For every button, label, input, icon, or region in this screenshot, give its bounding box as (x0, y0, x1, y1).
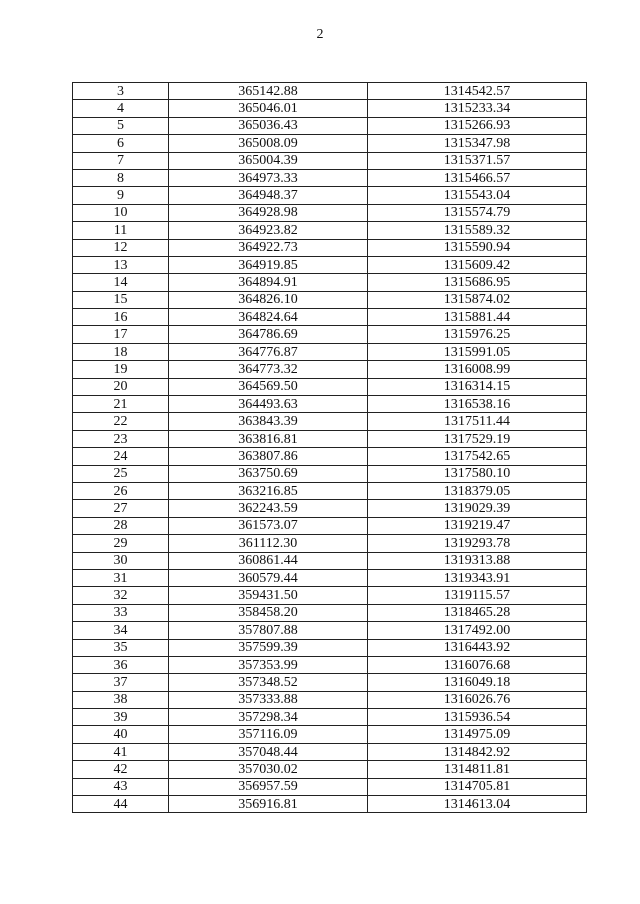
x-coordinate-cell: 359431.50 (169, 587, 368, 604)
x-coordinate-cell: 364919.85 (169, 256, 368, 273)
x-coordinate-cell: 364773.32 (169, 361, 368, 378)
table-row (73, 169, 587, 186)
table-row (73, 413, 587, 430)
x-coordinate-cell: 364922.73 (169, 239, 368, 256)
y-coordinate-cell: 1315590.94 (368, 239, 587, 256)
table-row (73, 743, 587, 760)
point-number-cell: 34 (73, 622, 169, 639)
x-coordinate-cell: 363843.39 (169, 413, 368, 430)
y-coordinate-cell: 1319293.78 (368, 535, 587, 552)
point-number-cell: 7 (73, 152, 169, 169)
y-coordinate-cell: 1316049.18 (368, 674, 587, 691)
point-number-cell: 42 (73, 761, 169, 778)
y-coordinate-cell: 1316314.15 (368, 378, 587, 395)
x-coordinate-cell: 364776.87 (169, 343, 368, 360)
y-coordinate-cell: 1315574.79 (368, 204, 587, 221)
y-coordinate-cell: 1316026.76 (368, 691, 587, 708)
table-row (73, 274, 587, 291)
point-number-cell: 9 (73, 187, 169, 204)
point-number-cell: 43 (73, 778, 169, 795)
coordinates-table-body (73, 83, 587, 813)
point-number-cell: 32 (73, 587, 169, 604)
point-number-cell: 3 (73, 83, 169, 100)
point-number-cell: 12 (73, 239, 169, 256)
y-coordinate-cell: 1317542.65 (368, 448, 587, 465)
y-coordinate-cell: 1319219.47 (368, 517, 587, 534)
point-number-cell: 36 (73, 656, 169, 673)
point-number-cell: 28 (73, 517, 169, 534)
point-number-cell: 30 (73, 552, 169, 569)
y-coordinate-cell: 1315347.98 (368, 135, 587, 152)
point-number-cell: 31 (73, 569, 169, 586)
y-coordinate-cell: 1315874.02 (368, 291, 587, 308)
table-row (73, 430, 587, 447)
coordinates-table (72, 82, 587, 813)
y-coordinate-cell: 1316008.99 (368, 361, 587, 378)
point-number-cell: 4 (73, 100, 169, 117)
y-coordinate-cell: 1315466.57 (368, 169, 587, 186)
y-coordinate-cell: 1314842.92 (368, 743, 587, 760)
y-coordinate-cell: 1316443.92 (368, 639, 587, 656)
y-coordinate-cell: 1318379.05 (368, 482, 587, 499)
y-coordinate-cell: 1315266.93 (368, 117, 587, 134)
table-row (73, 535, 587, 552)
x-coordinate-cell: 364569.50 (169, 378, 368, 395)
y-coordinate-cell: 1315686.95 (368, 274, 587, 291)
table-row (73, 778, 587, 795)
point-number-cell: 24 (73, 448, 169, 465)
x-coordinate-cell: 365008.09 (169, 135, 368, 152)
x-coordinate-cell: 363816.81 (169, 430, 368, 447)
point-number-cell: 22 (73, 413, 169, 430)
x-coordinate-cell: 357298.34 (169, 709, 368, 726)
table-row (73, 569, 587, 586)
point-number-cell: 44 (73, 796, 169, 813)
table-row (73, 500, 587, 517)
point-number-cell: 15 (73, 291, 169, 308)
y-coordinate-cell: 1314705.81 (368, 778, 587, 795)
point-number-cell: 21 (73, 396, 169, 413)
x-coordinate-cell: 357333.88 (169, 691, 368, 708)
table-row (73, 361, 587, 378)
x-coordinate-cell: 365142.88 (169, 83, 368, 100)
table-row (73, 291, 587, 308)
x-coordinate-cell: 357599.39 (169, 639, 368, 656)
table-row (73, 100, 587, 117)
point-number-cell: 40 (73, 726, 169, 743)
y-coordinate-cell: 1315609.42 (368, 256, 587, 273)
point-number-cell: 11 (73, 222, 169, 239)
point-number-cell: 37 (73, 674, 169, 691)
table-row (73, 639, 587, 656)
table-row (73, 709, 587, 726)
y-coordinate-cell: 1319343.91 (368, 569, 587, 586)
y-coordinate-cell: 1315991.05 (368, 343, 587, 360)
point-number-cell: 39 (73, 709, 169, 726)
table-row (73, 517, 587, 534)
y-coordinate-cell: 1319029.39 (368, 500, 587, 517)
x-coordinate-cell: 362243.59 (169, 500, 368, 517)
x-coordinate-cell: 363750.69 (169, 465, 368, 482)
y-coordinate-cell: 1314542.57 (368, 83, 587, 100)
x-coordinate-cell: 364786.69 (169, 326, 368, 343)
table-row (73, 656, 587, 673)
table-row (73, 622, 587, 639)
point-number-cell: 17 (73, 326, 169, 343)
point-number-cell: 33 (73, 604, 169, 621)
table-row (73, 117, 587, 134)
y-coordinate-cell: 1317529.19 (368, 430, 587, 447)
x-coordinate-cell: 365004.39 (169, 152, 368, 169)
x-coordinate-cell: 364928.98 (169, 204, 368, 221)
point-number-cell: 38 (73, 691, 169, 708)
y-coordinate-cell: 1319115.57 (368, 587, 587, 604)
x-coordinate-cell: 364493.63 (169, 396, 368, 413)
y-coordinate-cell: 1316076.68 (368, 656, 587, 673)
point-number-cell: 29 (73, 535, 169, 552)
y-coordinate-cell: 1317492.00 (368, 622, 587, 639)
y-coordinate-cell: 1315589.32 (368, 222, 587, 239)
x-coordinate-cell: 360861.44 (169, 552, 368, 569)
table-row (73, 796, 587, 813)
x-coordinate-cell: 357116.09 (169, 726, 368, 743)
x-coordinate-cell: 364894.91 (169, 274, 368, 291)
table-row (73, 83, 587, 100)
x-coordinate-cell: 364948.37 (169, 187, 368, 204)
table-row (73, 309, 587, 326)
x-coordinate-cell: 364973.33 (169, 169, 368, 186)
x-coordinate-cell: 363807.86 (169, 448, 368, 465)
table-row (73, 604, 587, 621)
table-row (73, 726, 587, 743)
point-number-cell: 20 (73, 378, 169, 395)
x-coordinate-cell: 365036.43 (169, 117, 368, 134)
point-number-cell: 8 (73, 169, 169, 186)
point-number-cell: 6 (73, 135, 169, 152)
x-coordinate-cell: 357807.88 (169, 622, 368, 639)
table-row (73, 396, 587, 413)
table-row (73, 204, 587, 221)
x-coordinate-cell: 356957.59 (169, 778, 368, 795)
y-coordinate-cell: 1315371.57 (368, 152, 587, 169)
point-number-cell: 35 (73, 639, 169, 656)
y-coordinate-cell: 1314975.09 (368, 726, 587, 743)
x-coordinate-cell: 361573.07 (169, 517, 368, 534)
table-row (73, 378, 587, 395)
x-coordinate-cell: 357048.44 (169, 743, 368, 760)
table-row (73, 674, 587, 691)
x-coordinate-cell: 364824.64 (169, 309, 368, 326)
point-number-cell: 25 (73, 465, 169, 482)
x-coordinate-cell: 357348.52 (169, 674, 368, 691)
table-row (73, 482, 587, 499)
table-row (73, 256, 587, 273)
table-row (73, 691, 587, 708)
x-coordinate-cell: 357030.02 (169, 761, 368, 778)
x-coordinate-cell: 364923.82 (169, 222, 368, 239)
x-coordinate-cell: 365046.01 (169, 100, 368, 117)
point-number-cell: 18 (73, 343, 169, 360)
table-row (73, 761, 587, 778)
table-row (73, 152, 587, 169)
table-row (73, 552, 587, 569)
point-number-cell: 26 (73, 482, 169, 499)
table-row (73, 222, 587, 239)
x-coordinate-cell: 357353.99 (169, 656, 368, 673)
point-number-cell: 5 (73, 117, 169, 134)
x-coordinate-cell: 364826.10 (169, 291, 368, 308)
point-number-cell: 19 (73, 361, 169, 378)
point-number-cell: 16 (73, 309, 169, 326)
y-coordinate-cell: 1317511.44 (368, 413, 587, 430)
x-coordinate-cell: 360579.44 (169, 569, 368, 586)
point-number-cell: 14 (73, 274, 169, 291)
x-coordinate-cell: 363216.85 (169, 482, 368, 499)
y-coordinate-cell: 1314613.04 (368, 796, 587, 813)
y-coordinate-cell: 1315543.04 (368, 187, 587, 204)
table-row (73, 187, 587, 204)
y-coordinate-cell: 1317580.10 (368, 465, 587, 482)
y-coordinate-cell: 1316538.16 (368, 396, 587, 413)
page-number: 2 (316, 27, 324, 42)
table-row (73, 343, 587, 360)
table-row (73, 587, 587, 604)
table-row (73, 465, 587, 482)
y-coordinate-cell: 1318465.28 (368, 604, 587, 621)
point-number-cell: 13 (73, 256, 169, 273)
point-number-cell: 10 (73, 204, 169, 221)
y-coordinate-cell: 1315936.54 (368, 709, 587, 726)
table-row (73, 135, 587, 152)
y-coordinate-cell: 1319313.88 (368, 552, 587, 569)
table-row (73, 239, 587, 256)
point-number-cell: 41 (73, 743, 169, 760)
x-coordinate-cell: 358458.20 (169, 604, 368, 621)
point-number-cell: 27 (73, 500, 169, 517)
table-row (73, 326, 587, 343)
x-coordinate-cell: 361112.30 (169, 535, 368, 552)
y-coordinate-cell: 1315881.44 (368, 309, 587, 326)
y-coordinate-cell: 1315976.25 (368, 326, 587, 343)
x-coordinate-cell: 356916.81 (169, 796, 368, 813)
y-coordinate-cell: 1315233.34 (368, 100, 587, 117)
point-number-cell: 23 (73, 430, 169, 447)
y-coordinate-cell: 1314811.81 (368, 761, 587, 778)
table-row (73, 448, 587, 465)
